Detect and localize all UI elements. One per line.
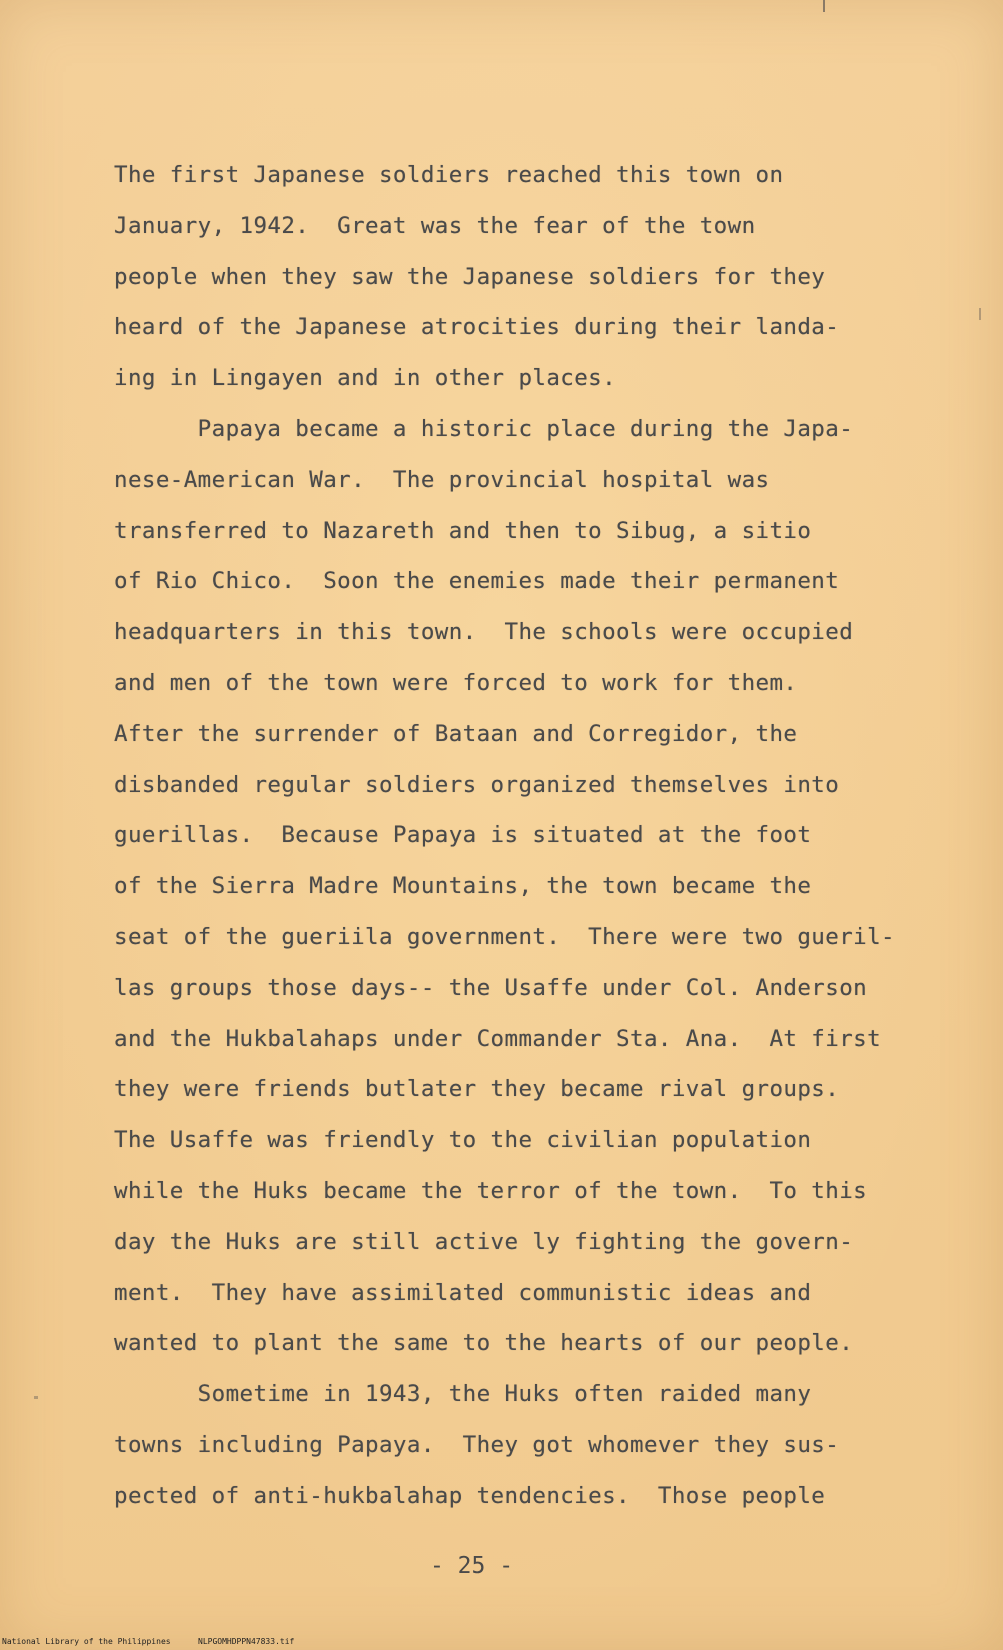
page-number: - 25 - <box>429 1553 514 1579</box>
paper-mark <box>823 0 825 12</box>
scan-footer <box>0 1634 1003 1650</box>
text-line: and men of the town were forced to work for them. <box>114 669 798 696</box>
text-line: they were friends butlater they became rival groups. <box>114 1076 840 1103</box>
text-line: nese-American War. The provincial hospital was <box>114 466 770 493</box>
text-line: of the Sierra Madre Mountains, the town became the <box>114 873 812 900</box>
text-line: The first Japanese soldiers reached this town on <box>114 162 784 188</box>
text-line: wanted to plant the same to the hearts of our people. <box>114 1330 854 1357</box>
text-line: las groups those days-- the Usaffe under Col. Anderson <box>114 974 868 1001</box>
paper-mark <box>979 308 981 320</box>
footer-file-name: NLPGOMHDPPN47833.tif <box>198 1637 295 1646</box>
text-line: disbanded regular soldiers organized themselves into <box>114 771 840 798</box>
typewritten-body <box>114 150 974 1522</box>
text-line: ing in Lingayen and in other places. <box>114 365 617 392</box>
text-line: towns including Papaya. They got whomever they sus- <box>114 1431 840 1458</box>
text-line: and the Hukbalahaps under Commander Sta. Ana. At first <box>114 1025 882 1052</box>
text-line: day the Huks are still active ly fighting the govern- <box>114 1228 854 1255</box>
text-line: ment. They have assimilated communistic ideas and <box>114 1279 812 1306</box>
text-line: guerillas. Because Papaya is situated at the foot <box>114 822 812 849</box>
text-line: heard of the Japanese atrocities during their landa- <box>114 314 840 341</box>
text-line: of Rio Chico. Soon the enemies made their permanent <box>114 568 840 595</box>
text-line: headquarters in this town. The schools were occupied <box>114 619 854 646</box>
text-line: Papaya became a historic place during the Japa- <box>114 415 854 442</box>
text-line: while the Huks became the terror of the town. To this <box>114 1177 868 1204</box>
text-line: seat of the gueriila government. There were two gueril- <box>114 923 895 950</box>
text-line: After the surrender of Bataan and Corregidor, the <box>114 720 798 747</box>
text-line: people when they saw the Japanese soldiers for they <box>114 263 826 290</box>
footer-library-name: National Library of the Philippines <box>2 1637 171 1646</box>
text-line: January, 1942. Great was the fear of the town <box>114 212 756 239</box>
paper-mark <box>34 1396 38 1399</box>
text-line: pected of anti-hukbalahap tendencies. Those people <box>114 1482 826 1509</box>
text-line: Sometime in 1943, the Huks often raided many <box>114 1381 812 1408</box>
text-line: transferred to Nazareth and then to Sibug, a sitio <box>114 517 812 544</box>
text-line: The Usaffe was friendly to the civilian population <box>114 1127 812 1154</box>
